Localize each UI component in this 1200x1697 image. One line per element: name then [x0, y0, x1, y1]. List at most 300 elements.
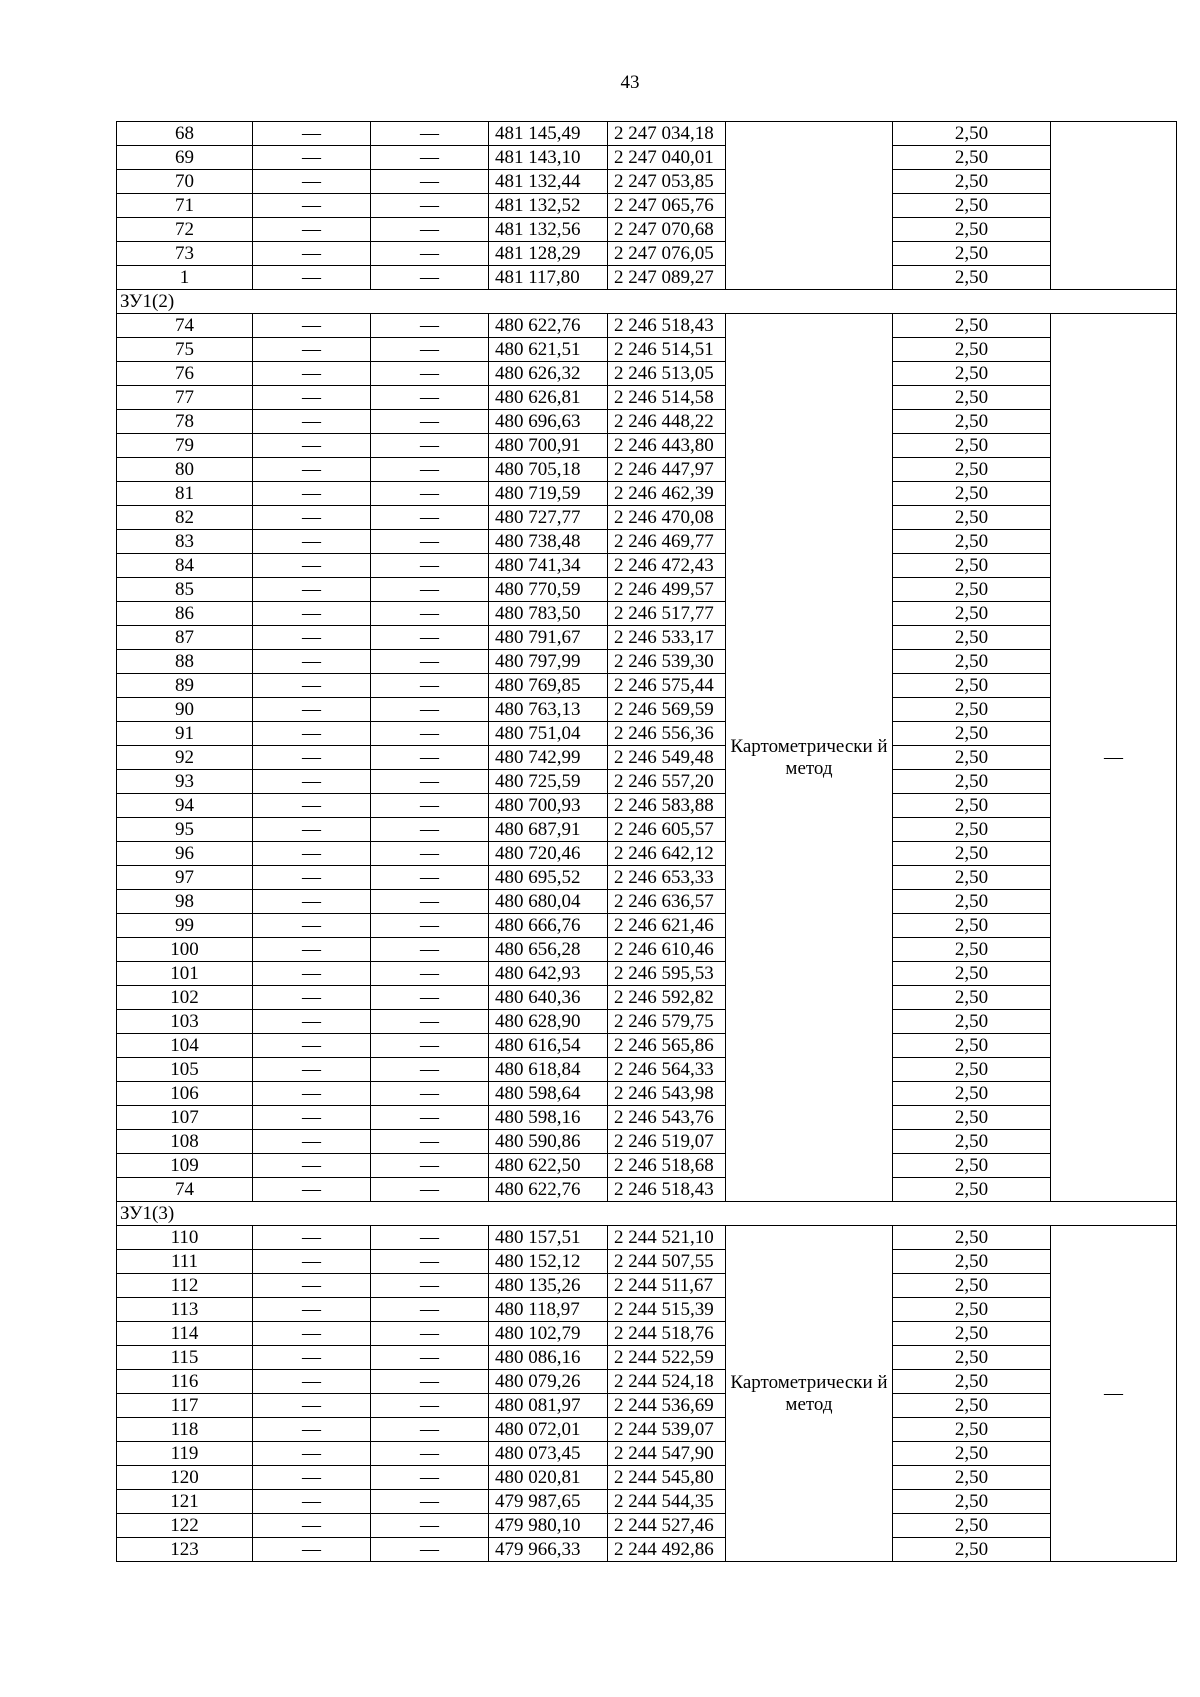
- table-row: [117, 314, 1177, 338]
- dash-cell: —: [371, 986, 489, 1010]
- coord-x: 479 980,10: [489, 1514, 608, 1538]
- dash-cell: —: [371, 1490, 489, 1514]
- dash-cell: —: [253, 1010, 371, 1034]
- precision-cell: 2,50: [893, 842, 1051, 866]
- table-row: [117, 1082, 1177, 1106]
- table-row: [117, 1394, 1177, 1418]
- coord-y: 2 247 089,27: [608, 266, 726, 290]
- dash-cell: —: [253, 1082, 371, 1106]
- point-number: 81: [117, 482, 253, 506]
- coord-y: 2 246 610,46: [608, 938, 726, 962]
- point-number: 103: [117, 1010, 253, 1034]
- table-row: [117, 602, 1177, 626]
- coord-y: 2 246 462,39: [608, 482, 726, 506]
- point-number: 116: [117, 1370, 253, 1394]
- dash-cell: —: [371, 770, 489, 794]
- dash-cell: —: [253, 674, 371, 698]
- dash-cell: —: [371, 842, 489, 866]
- dash-cell: —: [253, 146, 371, 170]
- dash-cell: —: [371, 1274, 489, 1298]
- dash-cell: —: [253, 506, 371, 530]
- table-row: [117, 1274, 1177, 1298]
- dash-cell: —: [371, 698, 489, 722]
- dash-cell: —: [371, 266, 489, 290]
- coord-x: 481 143,10: [489, 146, 608, 170]
- note-cell: [1051, 122, 1177, 290]
- dash-cell: —: [371, 314, 489, 338]
- table-row: [117, 674, 1177, 698]
- point-number: 110: [117, 1226, 253, 1250]
- dash-cell: —: [371, 1466, 489, 1490]
- point-number: 108: [117, 1130, 253, 1154]
- dash-cell: —: [371, 1442, 489, 1466]
- point-number: 1: [117, 266, 253, 290]
- dash-cell: —: [371, 1178, 489, 1202]
- coord-y: 2 246 549,48: [608, 746, 726, 770]
- table-row: [117, 122, 1177, 146]
- point-number: 122: [117, 1514, 253, 1538]
- coord-y: 2 246 447,97: [608, 458, 726, 482]
- coord-y: 2 246 514,58: [608, 386, 726, 410]
- dash-cell: —: [371, 1250, 489, 1274]
- dash-cell: —: [371, 746, 489, 770]
- coord-y: 2 246 539,30: [608, 650, 726, 674]
- coord-x: 480 769,85: [489, 674, 608, 698]
- coord-y: 2 246 518,68: [608, 1154, 726, 1178]
- point-number: 83: [117, 530, 253, 554]
- point-number: 107: [117, 1106, 253, 1130]
- dash-cell: —: [253, 1034, 371, 1058]
- point-number: 118: [117, 1418, 253, 1442]
- precision-cell: 2,50: [893, 1490, 1051, 1514]
- table-row: [117, 626, 1177, 650]
- dash-cell: —: [253, 866, 371, 890]
- coord-y: 2 244 518,76: [608, 1322, 726, 1346]
- dash-cell: —: [253, 1178, 371, 1202]
- dash-cell: —: [253, 242, 371, 266]
- dash-cell: —: [253, 818, 371, 842]
- precision-cell: 2,50: [893, 1154, 1051, 1178]
- coord-x: 480 742,99: [489, 746, 608, 770]
- coord-x: 480 628,90: [489, 1010, 608, 1034]
- point-number: 95: [117, 818, 253, 842]
- coord-y: 2 244 544,35: [608, 1490, 726, 1514]
- dash-cell: —: [253, 1538, 371, 1562]
- table-row: [117, 818, 1177, 842]
- table-row: [117, 506, 1177, 530]
- coord-x: 480 626,32: [489, 362, 608, 386]
- coord-x: 480 598,64: [489, 1082, 608, 1106]
- dash-cell: —: [371, 482, 489, 506]
- precision-cell: 2,50: [893, 602, 1051, 626]
- section-label: ЗУ1(2): [117, 290, 1177, 314]
- coord-x: 480 770,59: [489, 578, 608, 602]
- precision-cell: 2,50: [893, 962, 1051, 986]
- dash-cell: —: [371, 386, 489, 410]
- precision-cell: 2,50: [893, 170, 1051, 194]
- dash-cell: —: [253, 746, 371, 770]
- precision-cell: 2,50: [893, 818, 1051, 842]
- coord-x: 480 590,86: [489, 1130, 608, 1154]
- coord-x: 480 695,52: [489, 866, 608, 890]
- coord-y: 2 246 513,05: [608, 362, 726, 386]
- dash-cell: —: [253, 1226, 371, 1250]
- table-row: [117, 938, 1177, 962]
- dash-cell: —: [371, 1058, 489, 1082]
- dash-cell: —: [371, 1394, 489, 1418]
- point-number: 90: [117, 698, 253, 722]
- coord-y: 2 246 565,86: [608, 1034, 726, 1058]
- dash-cell: —: [253, 1322, 371, 1346]
- table-row: [117, 1034, 1177, 1058]
- precision-cell: 2,50: [893, 866, 1051, 890]
- dash-cell: —: [371, 1298, 489, 1322]
- coord-x: 481 145,49: [489, 122, 608, 146]
- point-number: 101: [117, 962, 253, 986]
- precision-cell: 2,50: [893, 1418, 1051, 1442]
- table-row: [117, 1058, 1177, 1082]
- coord-x: 480 616,54: [489, 1034, 608, 1058]
- dash-cell: —: [253, 1418, 371, 1442]
- dash-cell: —: [371, 674, 489, 698]
- dash-cell: —: [253, 650, 371, 674]
- dash-cell: —: [371, 602, 489, 626]
- precision-cell: 2,50: [893, 1538, 1051, 1562]
- precision-cell: 2,50: [893, 698, 1051, 722]
- coord-x: 480 666,76: [489, 914, 608, 938]
- dash-cell: —: [253, 530, 371, 554]
- coord-y: 2 246 519,07: [608, 1130, 726, 1154]
- coord-y: 2 247 070,68: [608, 218, 726, 242]
- dash-cell: —: [371, 1538, 489, 1562]
- point-number: 114: [117, 1322, 253, 1346]
- coord-x: 480 741,34: [489, 554, 608, 578]
- dash-cell: —: [253, 770, 371, 794]
- dash-cell: —: [371, 506, 489, 530]
- table-row: [117, 1370, 1177, 1394]
- table-row: [117, 1442, 1177, 1466]
- precision-cell: 2,50: [893, 146, 1051, 170]
- coord-x: 481 117,80: [489, 266, 608, 290]
- coord-y: 2 244 507,55: [608, 1250, 726, 1274]
- dash-cell: —: [253, 338, 371, 362]
- dash-cell: —: [253, 1106, 371, 1130]
- precision-cell: 2,50: [893, 1034, 1051, 1058]
- dash-cell: —: [371, 1514, 489, 1538]
- coord-y: 2 246 642,12: [608, 842, 726, 866]
- point-number: 102: [117, 986, 253, 1010]
- precision-cell: 2,50: [893, 362, 1051, 386]
- section-header-row: [117, 290, 1177, 314]
- table-row: [117, 650, 1177, 674]
- precision-cell: 2,50: [893, 1106, 1051, 1130]
- coord-x: 480 640,36: [489, 986, 608, 1010]
- dash-cell: —: [371, 170, 489, 194]
- coord-y: 2 246 653,33: [608, 866, 726, 890]
- coord-x: 480 622,76: [489, 314, 608, 338]
- precision-cell: 2,50: [893, 530, 1051, 554]
- coord-y: 2 246 518,43: [608, 314, 726, 338]
- coord-y: 2 246 636,57: [608, 890, 726, 914]
- coord-x: 480 621,51: [489, 338, 608, 362]
- dash-cell: —: [253, 1130, 371, 1154]
- coord-x: 480 622,50: [489, 1154, 608, 1178]
- coord-y: 2 246 575,44: [608, 674, 726, 698]
- coord-y: 2 247 034,18: [608, 122, 726, 146]
- note-cell: —: [1051, 1226, 1177, 1562]
- coord-y: 2 246 448,22: [608, 410, 726, 434]
- coord-y: 2 247 053,85: [608, 170, 726, 194]
- precision-cell: 2,50: [893, 722, 1051, 746]
- coord-y: 2 246 514,51: [608, 338, 726, 362]
- dash-cell: —: [253, 1298, 371, 1322]
- point-number: 82: [117, 506, 253, 530]
- table-row: [117, 194, 1177, 218]
- coord-x: 480 086,16: [489, 1346, 608, 1370]
- dash-cell: —: [253, 1274, 371, 1298]
- coord-y: 2 246 579,75: [608, 1010, 726, 1034]
- coord-y: 2 244 539,07: [608, 1418, 726, 1442]
- point-number: 74: [117, 1178, 253, 1202]
- point-number: 123: [117, 1538, 253, 1562]
- coord-y: 2 244 492,86: [608, 1538, 726, 1562]
- point-number: 113: [117, 1298, 253, 1322]
- point-number: 72: [117, 218, 253, 242]
- point-number: 96: [117, 842, 253, 866]
- precision-cell: 2,50: [893, 578, 1051, 602]
- dash-cell: —: [371, 410, 489, 434]
- precision-cell: 2,50: [893, 770, 1051, 794]
- precision-cell: 2,50: [893, 1346, 1051, 1370]
- point-number: 75: [117, 338, 253, 362]
- point-number: 106: [117, 1082, 253, 1106]
- table-row: [117, 914, 1177, 938]
- dash-cell: —: [371, 194, 489, 218]
- dash-cell: —: [253, 1466, 371, 1490]
- precision-cell: 2,50: [893, 458, 1051, 482]
- table-row: [117, 986, 1177, 1010]
- dash-cell: —: [253, 122, 371, 146]
- dash-cell: —: [371, 362, 489, 386]
- coord-y: 2 244 527,46: [608, 1514, 726, 1538]
- coordinates-table: [116, 121, 1177, 1562]
- section-label: ЗУ1(3): [117, 1202, 1177, 1226]
- table-row: [117, 1226, 1177, 1250]
- dash-cell: —: [371, 914, 489, 938]
- dash-cell: —: [371, 1370, 489, 1394]
- point-number: 73: [117, 242, 253, 266]
- coord-x: 480 700,93: [489, 794, 608, 818]
- precision-cell: 2,50: [893, 506, 1051, 530]
- coord-x: 480 705,18: [489, 458, 608, 482]
- table-row: [117, 962, 1177, 986]
- method-cell: Картометрически й метод: [726, 314, 893, 1202]
- dash-cell: —: [371, 1154, 489, 1178]
- coord-x: 480 738,48: [489, 530, 608, 554]
- coord-x: 480 656,28: [489, 938, 608, 962]
- precision-cell: 2,50: [893, 1058, 1051, 1082]
- dash-cell: —: [371, 1322, 489, 1346]
- dash-cell: —: [253, 914, 371, 938]
- precision-cell: 2,50: [893, 746, 1051, 770]
- coord-x: 481 132,56: [489, 218, 608, 242]
- dash-cell: —: [371, 962, 489, 986]
- dash-cell: —: [253, 554, 371, 578]
- coord-y: 2 246 533,17: [608, 626, 726, 650]
- coord-y: 2 244 515,39: [608, 1298, 726, 1322]
- precision-cell: 2,50: [893, 938, 1051, 962]
- table-row: [117, 410, 1177, 434]
- precision-cell: 2,50: [893, 194, 1051, 218]
- coord-y: 2 244 511,67: [608, 1274, 726, 1298]
- dash-cell: —: [253, 722, 371, 746]
- point-number: 76: [117, 362, 253, 386]
- dash-cell: —: [253, 698, 371, 722]
- coord-y: 2 244 545,80: [608, 1466, 726, 1490]
- dash-cell: —: [371, 626, 489, 650]
- point-number: 112: [117, 1274, 253, 1298]
- table-row: [117, 458, 1177, 482]
- dash-cell: —: [253, 218, 371, 242]
- coord-x: 480 079,26: [489, 1370, 608, 1394]
- coord-x: 480 081,97: [489, 1394, 608, 1418]
- table-row: [117, 794, 1177, 818]
- coord-y: 2 246 605,57: [608, 818, 726, 842]
- dash-cell: —: [371, 1082, 489, 1106]
- dash-cell: —: [371, 1106, 489, 1130]
- table-row: [117, 770, 1177, 794]
- dash-cell: —: [253, 602, 371, 626]
- precision-cell: 2,50: [893, 1250, 1051, 1274]
- point-number: 87: [117, 626, 253, 650]
- coord-y: 2 246 443,80: [608, 434, 726, 458]
- coord-x: 480 135,26: [489, 1274, 608, 1298]
- coord-y: 2 244 522,59: [608, 1346, 726, 1370]
- dash-cell: —: [371, 554, 489, 578]
- dash-cell: —: [253, 626, 371, 650]
- table-row: [117, 146, 1177, 170]
- dash-cell: —: [253, 962, 371, 986]
- dash-cell: —: [253, 1154, 371, 1178]
- dash-cell: —: [253, 1250, 371, 1274]
- coord-x: 480 727,77: [489, 506, 608, 530]
- table-row: [117, 698, 1177, 722]
- coord-y: 2 247 076,05: [608, 242, 726, 266]
- point-number: 93: [117, 770, 253, 794]
- dash-cell: —: [371, 1130, 489, 1154]
- table-row: [117, 386, 1177, 410]
- coord-x: 480 102,79: [489, 1322, 608, 1346]
- dash-cell: —: [253, 314, 371, 338]
- table-row: [117, 578, 1177, 602]
- dash-cell: —: [371, 218, 489, 242]
- coord-x: 480 783,50: [489, 602, 608, 626]
- dash-cell: —: [253, 1058, 371, 1082]
- coord-x: 480 696,63: [489, 410, 608, 434]
- table-row: [117, 362, 1177, 386]
- coord-y: 2 244 521,10: [608, 1226, 726, 1250]
- point-number: 115: [117, 1346, 253, 1370]
- coord-y: 2 246 564,33: [608, 1058, 726, 1082]
- point-number: 100: [117, 938, 253, 962]
- precision-cell: 2,50: [893, 626, 1051, 650]
- point-number: 71: [117, 194, 253, 218]
- coord-y: 2 246 621,46: [608, 914, 726, 938]
- point-number: 69: [117, 146, 253, 170]
- table-row: [117, 746, 1177, 770]
- point-number: 94: [117, 794, 253, 818]
- coord-y: 2 246 569,59: [608, 698, 726, 722]
- coord-y: 2 246 583,88: [608, 794, 726, 818]
- point-number: 119: [117, 1442, 253, 1466]
- dash-cell: —: [253, 890, 371, 914]
- table-row: [117, 1466, 1177, 1490]
- coord-y: 2 246 543,98: [608, 1082, 726, 1106]
- table-row: [117, 554, 1177, 578]
- dash-cell: —: [253, 410, 371, 434]
- precision-cell: 2,50: [893, 482, 1051, 506]
- method-cell: [726, 122, 893, 290]
- point-number: 121: [117, 1490, 253, 1514]
- point-number: 74: [117, 314, 253, 338]
- precision-cell: 2,50: [893, 1178, 1051, 1202]
- dash-cell: —: [371, 338, 489, 362]
- coord-x: 480 157,51: [489, 1226, 608, 1250]
- dash-cell: —: [371, 146, 489, 170]
- coord-x: 480 152,12: [489, 1250, 608, 1274]
- dash-cell: —: [253, 194, 371, 218]
- coord-x: 480 680,04: [489, 890, 608, 914]
- precision-cell: 2,50: [893, 1322, 1051, 1346]
- point-number: 105: [117, 1058, 253, 1082]
- dash-cell: —: [253, 578, 371, 602]
- precision-cell: 2,50: [893, 1130, 1051, 1154]
- table-row: [117, 1514, 1177, 1538]
- dash-cell: —: [253, 266, 371, 290]
- precision-cell: 2,50: [893, 1082, 1051, 1106]
- dash-cell: —: [371, 1418, 489, 1442]
- coord-x: 480 642,93: [489, 962, 608, 986]
- precision-cell: 2,50: [893, 1226, 1051, 1250]
- dash-cell: —: [253, 362, 371, 386]
- note-cell: —: [1051, 314, 1177, 1202]
- dash-cell: —: [253, 170, 371, 194]
- coord-x: 480 763,13: [489, 698, 608, 722]
- dash-cell: —: [253, 986, 371, 1010]
- dash-cell: —: [253, 938, 371, 962]
- precision-cell: 2,50: [893, 122, 1051, 146]
- precision-cell: 2,50: [893, 1466, 1051, 1490]
- coord-y: 2 244 536,69: [608, 1394, 726, 1418]
- table-row: [117, 170, 1177, 194]
- coord-x: 480 797,99: [489, 650, 608, 674]
- dash-cell: —: [371, 242, 489, 266]
- precision-cell: 2,50: [893, 1370, 1051, 1394]
- coord-x: 480 020,81: [489, 1466, 608, 1490]
- precision-cell: 2,50: [893, 674, 1051, 698]
- dash-cell: —: [371, 890, 489, 914]
- coord-y: 2 246 518,43: [608, 1178, 726, 1202]
- table-row: [117, 338, 1177, 362]
- coord-x: 480 622,76: [489, 1178, 608, 1202]
- table-row: [117, 866, 1177, 890]
- coord-x: 480 719,59: [489, 482, 608, 506]
- table-row: [117, 482, 1177, 506]
- dash-cell: —: [371, 458, 489, 482]
- coord-x: 479 987,65: [489, 1490, 608, 1514]
- dash-cell: —: [371, 938, 489, 962]
- point-number: 86: [117, 602, 253, 626]
